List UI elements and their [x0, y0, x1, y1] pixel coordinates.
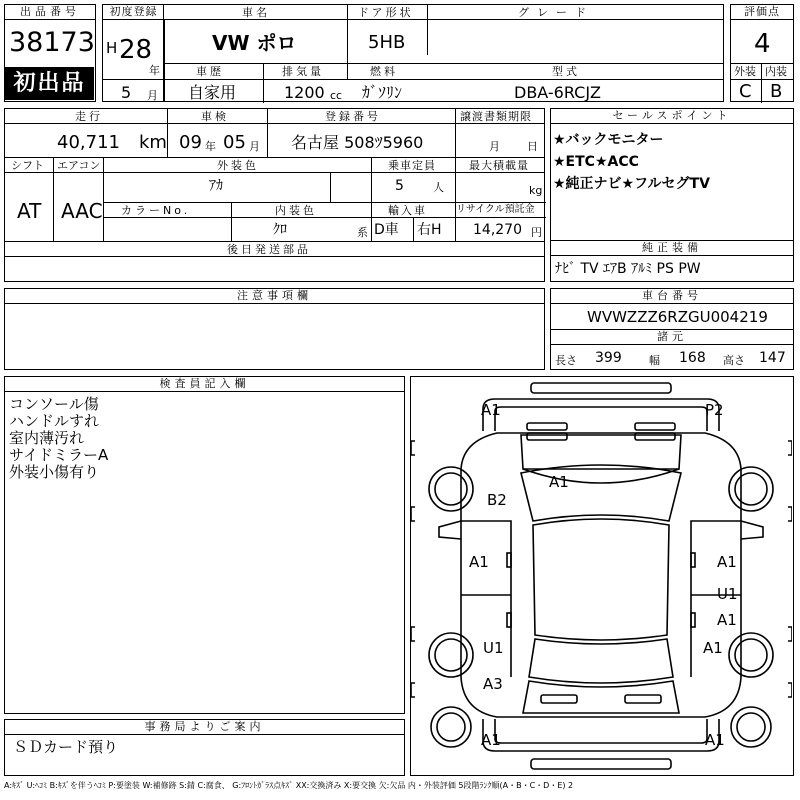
height-label: 高さ	[723, 354, 745, 367]
ac-value: AAC	[61, 199, 103, 223]
history-label: 車歴	[196, 65, 224, 78]
model-value: DBA-6RCJZ	[514, 83, 602, 102]
mileage-unit: km	[139, 132, 167, 153]
interior-grade: B	[770, 81, 783, 102]
length-label: 長さ	[555, 354, 577, 367]
score-label: 評価点	[731, 5, 793, 20]
import-label: 輸入車	[388, 204, 427, 217]
int-color-unit: 系	[357, 226, 368, 239]
insp-month-unit: 月	[249, 140, 260, 153]
mark-right-quarter: A1	[703, 639, 723, 657]
reg-number: 名古屋 508ﾂ5960	[291, 133, 424, 152]
office-value: ＳＤカード預り	[13, 738, 119, 756]
mark-rear-right: A1	[705, 731, 725, 749]
exterior-label: 外装	[734, 65, 756, 78]
capacity-label: 乗車定員	[388, 159, 436, 172]
model-label: 型式	[552, 65, 580, 78]
fuel-value: ｶﾞｿﾘﾝ	[362, 83, 403, 102]
recycle-label: リサイクル預託金	[456, 204, 535, 215]
inspector-line: サイドミラーA	[9, 446, 109, 464]
car-diagram	[411, 377, 792, 774]
recycle-unit: 円	[531, 226, 542, 239]
shift-label: シフト	[11, 159, 44, 172]
import-type: D車	[374, 222, 399, 238]
month-unit: 月	[147, 89, 158, 102]
chassis-label: 車台番号	[551, 289, 793, 304]
transfer-day: 日	[527, 140, 538, 153]
reg-month: 5	[121, 83, 132, 102]
lot-label: 出品番号	[5, 5, 95, 20]
color-no-label: カラーNo.	[121, 204, 191, 217]
equipment-value: ﾅﾋﾞ TV ｴｱB ｱﾙﾐ PS PW	[555, 261, 701, 277]
displacement-label: 排気量	[282, 65, 324, 78]
ext-color-label: 外装色	[217, 159, 259, 172]
inspector-line: ハンドルすれ	[9, 412, 100, 430]
mark-rear-left: A1	[481, 731, 501, 749]
mileage-label: 走行	[75, 110, 103, 123]
office-box	[4, 719, 405, 776]
insp-month: 05	[223, 132, 246, 153]
car-info-box	[163, 4, 724, 102]
lot-number: 38173	[9, 27, 95, 58]
load-unit: kg	[529, 184, 543, 197]
height-value: 147	[759, 350, 786, 366]
car-name: VW ポロ	[212, 31, 297, 55]
chassis-box	[550, 288, 794, 370]
mark-left-quarter: U1	[483, 639, 504, 657]
mark-hood: A1	[549, 473, 569, 491]
shift-value: AT	[17, 199, 42, 223]
legend-text: A:ｷｽﾞ U:ﾍｺﾐ B:ｷｽﾞを伴うﾍｺﾐ P:要塗装 W:補修跡 S:錆 C:腐食、 G:ﾌﾛﾝﾄｶﾞﾗｽ点ｷｽﾞ XX:交換済み X:要交換 欠:欠品 内・外装評価 5段階ﾗﾝｸ順(A・B・C・D・E) 2	[4, 781, 574, 790]
width-label: 幅	[649, 354, 660, 367]
grade-label: グレード	[518, 6, 594, 19]
length-value: 399	[595, 350, 622, 366]
recycle-value: 14,270	[473, 222, 522, 238]
displacement-value: 1200	[284, 83, 325, 102]
int-color-value: ｸﾛ	[273, 222, 287, 238]
sales-point: ★バックモニター	[553, 132, 664, 148]
inspector-label: 検査員記入欄	[5, 377, 404, 392]
sales-label: セールスポイント	[551, 109, 793, 124]
width-value: 168	[679, 350, 706, 366]
dims-label: 諸元	[551, 330, 793, 345]
mark-front-left: A1	[481, 401, 501, 419]
history-value: 自家用	[188, 83, 237, 102]
notes-label: 注意事項欄	[5, 289, 544, 304]
office-label: 事務局よりご案内	[5, 720, 404, 735]
mark-right-pillar: U1	[717, 585, 738, 603]
mark-left-fender: B2	[487, 491, 507, 509]
lot-box	[4, 4, 96, 102]
equipment-label: 純正装備	[551, 241, 793, 256]
sales-point: ★ETC★ACC	[553, 154, 639, 170]
transfer-label: 譲渡書類期限	[460, 110, 532, 123]
equipment-box	[550, 240, 794, 282]
door-type: 5HB	[368, 32, 406, 53]
exterior-grade: C	[739, 81, 752, 102]
notes-box	[4, 288, 545, 370]
reg-label: 登録番号	[325, 110, 381, 123]
inspector-line: 室内薄汚れ	[9, 429, 85, 447]
era-letter: H	[106, 39, 118, 57]
sales-points-box	[550, 108, 794, 241]
later-parts-label: 後日発送部品	[227, 243, 311, 256]
steering: 右H	[417, 222, 442, 238]
fuel-label: 燃料	[370, 65, 398, 78]
year-unit: 年	[149, 64, 160, 77]
score-value: 4	[754, 29, 771, 59]
damage-diagram-box	[410, 376, 794, 776]
ac-label: エアコン	[57, 159, 101, 172]
mark-right-front-door: A1	[717, 553, 737, 571]
load-label: 最大積載量	[469, 159, 529, 172]
capacity-unit: 人	[433, 181, 444, 194]
first-registration-box	[102, 4, 165, 102]
score-box	[730, 4, 794, 102]
inspector-line: コンソール傷	[9, 395, 99, 413]
transfer-month: 月	[489, 140, 500, 153]
displacement-unit: cc	[330, 89, 343, 102]
first-listing-badge: 初出品	[5, 67, 94, 100]
inspection-label: 車検	[201, 110, 229, 123]
inspector-box	[4, 376, 405, 714]
inspector-line: 外装小傷有り	[9, 463, 100, 481]
insp-year-unit: 年	[205, 140, 216, 153]
capacity-value: 5	[395, 178, 404, 194]
mark-front-right: P2	[705, 401, 724, 419]
ext-color-value: ｱｶ	[209, 178, 223, 194]
vehicle-details-box	[4, 108, 545, 282]
mark-left-rear-corner: A3	[483, 675, 503, 693]
first-reg-label: 初度登録	[103, 5, 164, 20]
door-label: ドア形状	[358, 6, 414, 19]
car-name-label: 車名	[242, 6, 270, 19]
interior-label: 内装	[765, 65, 787, 78]
chassis-number: WVWZZZ6RZGU004219	[587, 308, 768, 326]
int-color-label: 内装色	[275, 204, 317, 217]
mileage-value: 40,711	[57, 132, 120, 153]
reg-year: 28	[119, 35, 153, 65]
sales-point: ★純正ナビ★フルセグTV	[553, 176, 710, 192]
mark-right-rear-door: A1	[717, 611, 737, 629]
mark-left-front-door: A1	[469, 553, 489, 571]
insp-year: 09	[179, 132, 202, 153]
